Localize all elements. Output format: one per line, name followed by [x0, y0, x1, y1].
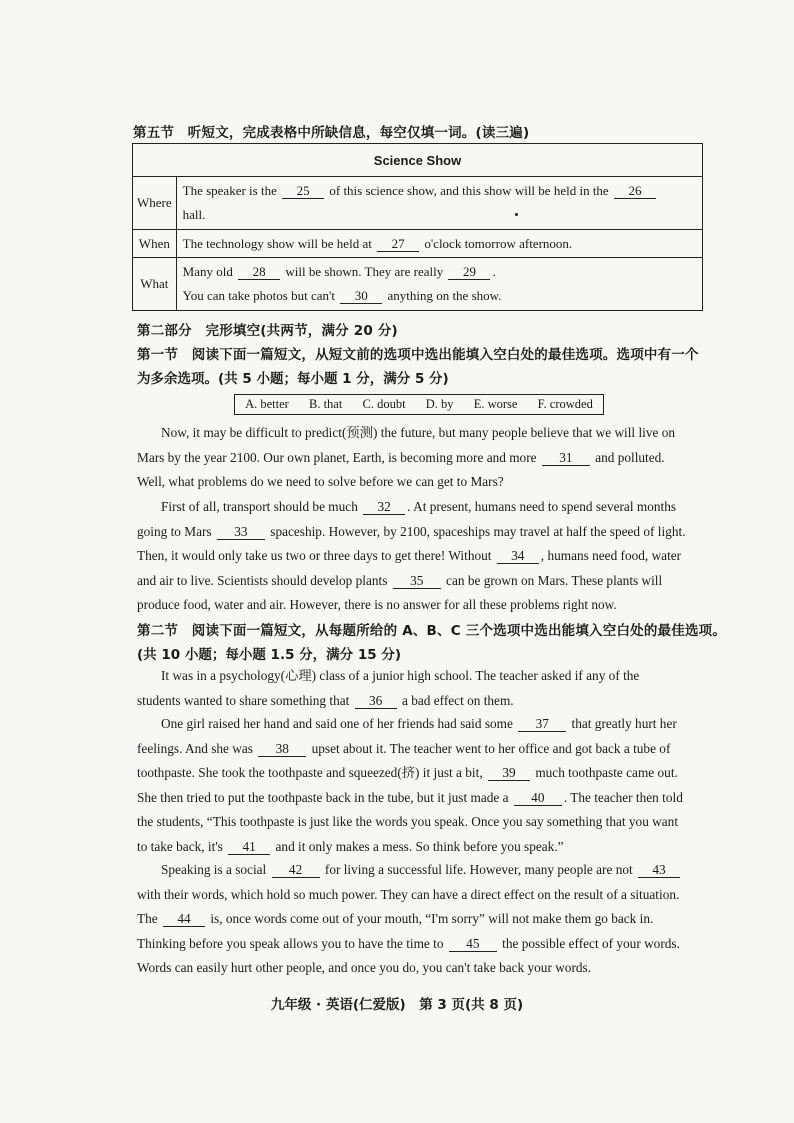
- text: One girl raised her hand and said one of her friends had said some: [161, 716, 513, 731]
- text: spaceship. However, by 2100, spaceships may travel at half the speed of light.: [270, 523, 686, 539]
- option-f: F. crowded: [537, 397, 593, 411]
- text: and it only makes a mess. So think before you speak.”: [275, 838, 564, 854]
- stray-dot: [515, 213, 518, 216]
- text: Speaking is a social: [161, 862, 267, 877]
- text: for living a successful life. However, many people are not: [324, 862, 633, 877]
- blank-28: 28: [238, 264, 280, 280]
- text: You can take photos but can't: [182, 288, 335, 303]
- blank-44: 44: [163, 911, 205, 927]
- text: the possible effect of your words.: [502, 935, 680, 951]
- blank-32: 32: [363, 499, 405, 515]
- passage1-para2: [137, 495, 686, 618]
- blank-45: 45: [449, 936, 497, 952]
- blank-39: 39: [488, 765, 530, 781]
- option-b: B. that: [308, 397, 343, 411]
- blank-41: 41: [228, 839, 270, 855]
- text: Words can easily hurt other people, and once you do, you can't take back your words.: [137, 960, 592, 975]
- text: much toothpaste came out.: [535, 765, 678, 780]
- row-content-where: [176, 177, 702, 230]
- part2-sec1-heading: 第一节 阅读下面一篇短文，从短文前的选项中选出能填入空白处的最佳选项。选项中有一个: [137, 347, 699, 363]
- section5-heading: 第五节 听短文，完成表格中所缺信息，每空仅填一词。(读三遍): [133, 125, 530, 141]
- blank-27: 27: [377, 236, 419, 252]
- page-footer: 九年级 · 英语(仁爱版) 第 3 页(共 8 页): [270, 997, 524, 1013]
- blank-33: 33: [217, 524, 265, 540]
- blank-38: 38: [258, 741, 306, 757]
- passage2-para3: [137, 858, 682, 981]
- text: The technology show will be held at: [182, 235, 372, 251]
- text: students wanted to share something that: [137, 692, 350, 708]
- text: and polluted.: [595, 449, 665, 465]
- part2-heading: 第二部分 完形填空(共两节，满分 20 分): [137, 323, 398, 339]
- text: the students, “This toothpaste is just like the words you speak. Once you say something that you want: [137, 814, 679, 829]
- blank-29: 29: [448, 264, 490, 280]
- text: with their words, which hold so much power. They can have a direct effect on the result of a situation.: [137, 886, 680, 902]
- part2-sec2-heading-cont: (共 10 小题；每小题 1.5 分，满分 15 分): [137, 647, 402, 663]
- text: Many old: [182, 264, 233, 279]
- text: Now, it may be difficult to predict(预测) the future, but many people believe that we will live on: [161, 425, 676, 440]
- option-d: D. by: [425, 397, 454, 411]
- text: is, once words come out of your mouth, “I'm sorry” will not make them go back in.: [210, 911, 654, 926]
- text: going to Mars: [137, 523, 212, 539]
- passage2-para2: [137, 712, 683, 859]
- row-label-when: When: [133, 230, 177, 258]
- text: can be grown on Mars. These plants will: [446, 572, 663, 588]
- table-row-when: [133, 230, 703, 258]
- blank-30: 30: [340, 288, 382, 304]
- passage2-para1: [137, 664, 639, 713]
- text: toothpaste. She took the toothpaste and squeezed(挤) it just a bit,: [137, 765, 483, 780]
- blank-40: 40: [514, 790, 562, 806]
- part2-sec2-heading: 第二节 阅读下面一篇短文，从每题所给的 A、B、C 三个选项中选出能填入空白处的最佳选项。: [137, 623, 727, 639]
- option-a: A. better: [245, 397, 289, 411]
- text: will be shown. They are really: [285, 264, 444, 279]
- text: produce food, water and air. However, there is no answer for all these problems right now.: [137, 597, 617, 612]
- text: Thinking before you speak allows you to have the time to: [137, 935, 444, 951]
- table-title: Science Show: [133, 144, 703, 177]
- row-label-what: What: [133, 258, 177, 311]
- part2-sec1-heading-cont: 为多余选项。(共 5 小题；每小题 1 分，满分 5 分): [137, 371, 449, 387]
- blank-34: 34: [497, 548, 539, 564]
- text: to take back, it's: [137, 838, 223, 854]
- text: Mars by the year 2100. Our own planet, Earth, is becoming more and more: [137, 449, 537, 465]
- row-content-when: [176, 230, 702, 258]
- row-label-where: Where: [133, 177, 177, 230]
- text: of this science show, and this show will be held in the: [329, 183, 609, 198]
- text: It was in a psychology(心理) class of a junior high school. The teacher asked if any of the: [161, 668, 640, 683]
- text: Well, what problems do we need to solve before we can get to Mars?: [137, 474, 504, 489]
- word-bank: [234, 394, 604, 415]
- text: hall.: [182, 207, 206, 222]
- text: o'clock tomorrow afternoon.: [424, 235, 573, 251]
- text: The: [137, 911, 158, 926]
- blank-37: 37: [518, 716, 566, 732]
- text: and air to live. Scientists should develop plants: [137, 572, 388, 588]
- blank-31: 31: [542, 450, 590, 466]
- blank-25: 25: [282, 183, 324, 199]
- blank-36: 36: [355, 693, 397, 709]
- blank-26: 26: [614, 183, 656, 199]
- text: feelings. And she was: [137, 740, 253, 756]
- text: The speaker is the: [182, 183, 277, 198]
- text: , humans need food, water: [540, 548, 682, 563]
- blank-42: 42: [272, 862, 320, 878]
- text: . The teacher then told: [563, 789, 683, 805]
- table-row-where: [133, 177, 703, 230]
- text: upset about it. The teacher went to her office and got back a tube of: [311, 740, 671, 756]
- text: a bad effect on them.: [402, 692, 514, 708]
- row-content-what: [176, 258, 702, 311]
- option-e: E. worse: [473, 397, 518, 411]
- science-show-table: [132, 143, 703, 311]
- text: She then tried to put the toothpaste back in the tube, but it just made a: [137, 789, 509, 805]
- text: Then, it would only take us two or three days to get there! Without: [137, 548, 492, 563]
- blank-35: 35: [393, 573, 441, 589]
- passage1-para1: [137, 421, 675, 495]
- text: . At present, humans need to spend several months: [407, 499, 677, 514]
- option-c: C. doubt: [362, 397, 406, 411]
- table-row-what: [133, 258, 703, 311]
- text: First of all, transport should be much: [161, 499, 358, 514]
- text: .: [492, 264, 496, 279]
- text: that greatly hurt her: [571, 716, 677, 731]
- blank-43: 43: [638, 862, 680, 878]
- text: anything on the show.: [387, 288, 502, 303]
